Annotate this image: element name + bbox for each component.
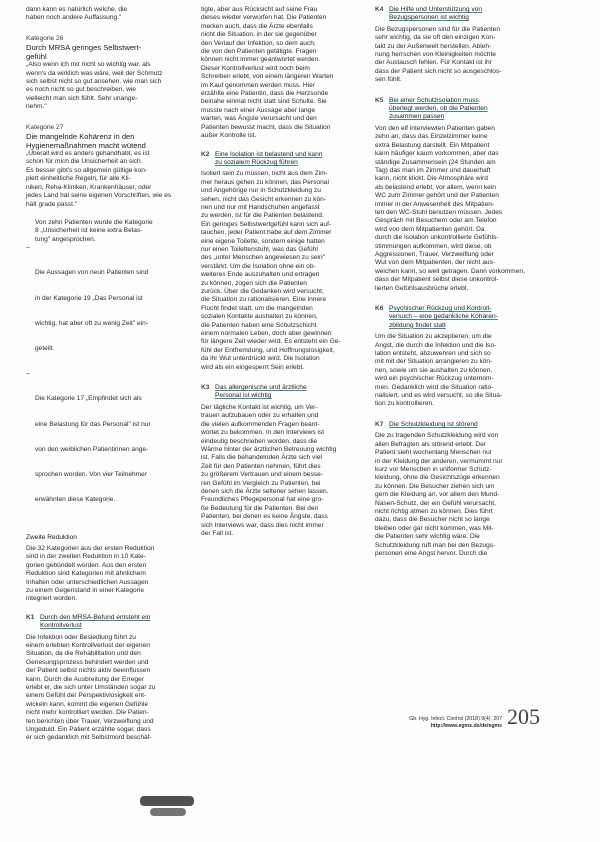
category-heading xyxy=(26,614,196,631)
text-line: dass der Mitpatient selbst diese unkontrol- xyxy=(375,276,499,284)
text-line: in der Kleidung der anderen, vermummt nur xyxy=(375,457,503,465)
category-quote xyxy=(26,61,196,111)
text-line: der Austausch fehlen. Für Kontakt ist ihr xyxy=(375,59,492,67)
text-line: wird ein psychischer Rückzug unternom- xyxy=(375,375,494,383)
text-line: Dieser Kontrollverlust wird noch beim xyxy=(201,64,310,72)
text-line: wichtig, hat aber oft zu wenig Zeit" ein- xyxy=(35,319,149,327)
text-line: erwähnten diese Kategorie. xyxy=(35,496,116,504)
text-line: lation entsteht, abzuwehren und sich so xyxy=(375,350,491,358)
text-line: wird als ein eingesperrt Sein erlebt. xyxy=(201,363,304,371)
text-line: nicht mehr kontrolliert werden. Die Patien- xyxy=(26,709,149,717)
title-line: Bezugspersonen ist wichtig xyxy=(389,14,469,22)
text-line: trauen aufzubauen oder zu erhalten und xyxy=(201,412,319,420)
text-line: Schreiben erlebt, von einem längeren Warten xyxy=(201,73,334,81)
text-line: eindeutig beschrieben worden, dass die xyxy=(201,437,318,445)
title-line: zu sozialem Rückzug führen xyxy=(215,158,298,166)
text-line: haben noch andere Auffassung." xyxy=(26,14,122,22)
text-line: sich Interviews war, dass dies nicht immer xyxy=(201,521,324,529)
text-line: wortet zu bekommen. In den Interviews ist xyxy=(201,429,325,437)
column-right xyxy=(375,0,545,558)
text-line: Die zu tragenden Schutzkleidung wird von xyxy=(375,432,499,440)
text-line: plett einheitliche Regeln, für alle Kli- xyxy=(26,175,131,183)
text-line: personen eine Angst hervor. Durch die xyxy=(375,549,488,557)
text-line: Patient sieht wochenlang Menschen nur xyxy=(375,449,492,457)
text-line: immer in der Anwesenheit des Mitpatien- xyxy=(375,200,495,208)
text-line: kann häufiger kaum vorkommen, aber das xyxy=(375,150,499,158)
text-line: nur einen Toilettenstuhl, was das Gefühl xyxy=(201,245,318,253)
text-line: Von zehn Patienten wurde die Kategorie xyxy=(35,218,153,226)
text-line: er sich gedanklich mit Selbstmord beschäf- xyxy=(26,734,152,742)
text-line: dass der Patient sich nicht so ausgeschlos- xyxy=(375,67,502,75)
text-line: kleidung, ohne die Gesichtszüge erkennen xyxy=(375,474,500,482)
text-line: der Fall ist. xyxy=(201,529,234,537)
text-line: einem erlebten Kontrollverlust der eigenen xyxy=(26,642,150,649)
text-line: Um die Situation zu akzeptieren, um die xyxy=(375,333,492,341)
text-line: für längere Zeit wieder wird. Es entsteht ein Ge- xyxy=(201,338,341,346)
text-line: nen, sowie um sie aushalten zu können, xyxy=(375,366,493,374)
text-line: es noch nicht so gut beschreiben, wie xyxy=(26,86,136,94)
text-line: zurück. Über die Gedanken wird versucht, xyxy=(201,288,324,295)
summary-paragraph xyxy=(26,219,196,522)
category-number: K1 xyxy=(26,613,35,621)
category-quote xyxy=(26,150,196,209)
title-line: Personal ist wichtig xyxy=(215,392,272,400)
text-line: sich selbst nicht so gut ansehen. wie man sich xyxy=(26,78,162,86)
text-line: im Kauf genommen werden muss. Hier xyxy=(201,81,315,89)
text-line: die Patienten haben eine Schutzschicht xyxy=(201,321,317,329)
category-27 xyxy=(26,124,196,209)
column-left xyxy=(26,0,196,743)
text-line: Inhalten oder unterschiedlichen Aussagen xyxy=(26,578,149,586)
title-line: versuch – eine gedankliche Kohären- xyxy=(389,313,498,321)
category-title xyxy=(26,132,196,150)
text-line: zu größerem Vertrauen und einem besse- xyxy=(201,471,324,479)
citation-text: Gb. Hyg. Infect. Control (2018) 9(4), 207 xyxy=(409,716,502,722)
text-line: Die Aussagen von neun Patienten sind xyxy=(35,269,149,277)
text-line: stimmungen aufkommen, wird diese, ob xyxy=(375,242,492,250)
text-line: tauchen, jeder Patient habe auf dem Zimmer xyxy=(201,229,332,237)
text-line: erlebt er, die sich unter Umständen sogar zu xyxy=(26,684,156,692)
category-number: K6 xyxy=(375,305,384,312)
text-line: der Patient selbst nichts aktiv beeinflussen xyxy=(26,667,151,675)
title-line: Das allergenische und ärztliche xyxy=(215,384,307,392)
text-line: verstärkt. Um die Isolation ohne ein ob- xyxy=(201,262,316,270)
text-line: Reduktion sind Kategorien mit ähnlichem xyxy=(26,570,146,578)
text-line: Zeit für den Patienten nehmen, führt dies xyxy=(201,462,321,470)
text-line: Situation, da die Rehabilitation und den xyxy=(26,650,141,658)
text-line: nicht richtig atmen zu können. Dies führt xyxy=(375,507,493,515)
category-heading xyxy=(375,305,545,330)
text-line: nehm." xyxy=(26,103,47,111)
title-line: Eine Isolation ist belastend und kann xyxy=(215,150,323,158)
category-number: K3 xyxy=(201,384,210,392)
text-line: geteilt. xyxy=(35,345,55,352)
text-line: die vielen aufkommenden Fragen beant- xyxy=(201,420,320,428)
text-line: einem normalen Leben, doch aber gewinnen xyxy=(201,330,332,338)
continued-text xyxy=(201,6,369,141)
text-line: durch die Isolation unkontrollierte Gefühls- xyxy=(375,234,499,242)
text-line: dann kann es natürlich welche, die xyxy=(26,6,128,13)
category-k7 xyxy=(375,421,545,559)
text-line: kann. Durch die Ausbreitung der Erreger xyxy=(26,675,145,683)
text-line: Ein geringes Selbstwertgefühl kann sich auf- xyxy=(201,220,332,228)
category-heading xyxy=(375,6,545,23)
text-line: gorien gebündelt worden. Aus den ersten xyxy=(26,561,147,569)
text-line: weichen kann, so weit getragen. Dann vorkommen, xyxy=(375,267,525,275)
text-line: des „unter Menschen angewiesen zu sein" xyxy=(201,254,326,262)
category-label: Kategorie 27 xyxy=(26,123,64,131)
text-line: warten, was Ängste verursacht und den xyxy=(201,115,317,123)
text-line: Die Kategorie 17 „Empfindet sich als xyxy=(35,395,142,403)
list-item: – Die Aussagen von neun Patienten sind in der Kategorie 19 „Das Personal ist wichtig, hat aber oft zu wenig Zeit" ein- geteilt. xyxy=(26,244,196,370)
text-line: Freundliches Pflegepersonal hat eine gro- xyxy=(201,496,324,504)
text-line: nicht die Situation, in der sie gegenüber xyxy=(201,31,317,39)
text-line: extra Belastung darstellt. Ein Mitpatient xyxy=(375,141,490,149)
text-line: ten den WC-Stuhl benutzen müssen. Jedes xyxy=(375,208,503,216)
category-number: K7 xyxy=(375,420,384,428)
text-line: wenn's da wirklich was wäre, weil der Schmutz xyxy=(26,69,163,77)
text-line: Gespräch mit Besuchern oder am Telefon xyxy=(375,217,497,225)
citation-url[interactable]: http://www.egms.de/de/egms xyxy=(430,723,502,729)
text-line: einem Gefühl der Perspektivlosigkeit ent- xyxy=(26,692,147,700)
category-k6 xyxy=(375,305,545,409)
column-middle xyxy=(201,0,369,538)
text-line: wird von dem Mitpatienten gehört. Da xyxy=(375,225,485,233)
section-heading: Zweite Reduktion xyxy=(26,533,77,541)
title-line: Kontrollverlust xyxy=(40,622,82,630)
text-line: Wut von dem Mitpatienten, der nicht aus- xyxy=(375,259,496,267)
text-line: eine Belastung für das Personal" ist nur xyxy=(35,420,151,428)
text-line: den Verlauf der Infektion, so dem auch, xyxy=(201,39,316,47)
category-heading xyxy=(201,151,369,168)
text-line: Von den elf interviewten Patienten gaben xyxy=(375,124,495,132)
title-line: Durch den MRSA-Befund entsteht ein xyxy=(40,613,151,621)
category-heading xyxy=(201,384,369,401)
text-line: „Also wenn ich mir nicht so wichtig war, als xyxy=(26,61,151,69)
category-k5 xyxy=(375,97,545,293)
text-line: merken auch, dass die Ärzte ebenfalls xyxy=(201,22,313,30)
scan-artifact xyxy=(140,796,194,806)
text-line: wickeln kann, kommt die eigenen Gefühle xyxy=(26,700,149,708)
text-line: da ihr Wut unterdrückt wird. Die Isolation xyxy=(201,355,320,363)
category-26 xyxy=(26,35,196,112)
text-line: Flucht findet statt, um die mangelnden xyxy=(201,304,313,312)
text-line: in der Kategorie 19 „Das Personal ist xyxy=(35,294,143,302)
text-line: tion zu kontrollieren. xyxy=(375,400,435,408)
text-line: Es besser gibt's so allgemein gültige kon- xyxy=(26,166,148,174)
text-line: weiteres Ende auszuhalten und ertragen xyxy=(201,271,320,279)
text-line: denen sich die Ärzte seltener sehen lassen. xyxy=(201,487,329,495)
text-line: Schutzkleidung ruft man bei den Bezugs- xyxy=(375,541,496,549)
title-line: Die mangelnde Kohärenz in den xyxy=(26,132,135,142)
category-title xyxy=(26,43,196,61)
text-line: Der tägliche Kontakt ist wichtig, um Ver- xyxy=(201,403,318,411)
text-line: ständige Zusammensein (24 Stunden am xyxy=(375,158,496,166)
text-line: ren Gefühl im Vergleich zu Patienten, bei xyxy=(201,479,321,487)
text-line: Tag) das man im Zimmer und dauerhaft xyxy=(375,166,491,174)
text-line: sind in der zweiten Reduktion in 10 Kate- xyxy=(26,553,146,561)
category-k1 xyxy=(26,614,196,743)
text-line: die Patienten sehr wichtig wäre. Die xyxy=(375,533,480,541)
bullet-list xyxy=(26,244,196,521)
category-k2 xyxy=(201,151,369,373)
list-item: – Die Kategorie 17 „Empfindet sich als eine Belastung für das Personal" ist nur von den weiblichen Patientinnen ange- sprochen worden. Von vier Teilnehmer erwähnten diese Kategorie. xyxy=(26,370,196,521)
page-number: 205 xyxy=(507,704,540,729)
title-line: Durch MRSA geringes Selbstwert- xyxy=(26,43,142,53)
text-line: Patienten bewusst macht, dass die Situation xyxy=(201,123,331,131)
title-line: Bei einer Schutzisolation muss xyxy=(389,96,479,104)
text-line: mit mit der Situation arrangieren zu kön- xyxy=(375,358,493,366)
text-line: jedes Land hat seine eigenen Vorschriften, wie es xyxy=(26,192,172,200)
title-line: Die Schutzkleidung ist störend xyxy=(389,420,478,428)
text-line: Isoliert sein zu müssen, nicht aus dem Zim- xyxy=(201,170,328,178)
title-line: Psychischer Rückzug und Kontroll- xyxy=(389,305,492,312)
category-number: K2 xyxy=(201,150,210,158)
text-line: men. Gedanklich wird die Situation ratio- xyxy=(375,383,494,391)
title-line: gefühl xyxy=(26,52,47,62)
text-line: allen Befragten als störend erlebt. Der xyxy=(375,440,487,448)
text-line: gern die Kleidung an, vor allem den Mund- xyxy=(375,491,500,499)
text-line: zehn an, dass das Einzelzimmer keine xyxy=(375,133,488,141)
text-line: sehen, nicht das Gesicht erkennen zu kön- xyxy=(201,195,326,203)
text-line: kurz vor Menschen in uniformer Schutz- xyxy=(375,465,492,473)
text-line: schon für mich die Unsicherheit an sich. xyxy=(26,158,143,166)
text-line: zu einem Gegenstand in einer Kategorie xyxy=(26,586,145,594)
text-line: außer Kontrolle ist. xyxy=(201,132,257,140)
text-line: dazu, dass die Besucher nicht so lange xyxy=(375,516,490,524)
text-line: zu können, zogen sich die Patienten xyxy=(201,279,307,287)
text-line: kann, nicht klickt. Die Atmosphäre wird xyxy=(375,175,488,183)
category-heading xyxy=(375,421,545,429)
text-line: nung herrschen von Kleinigkeiten möchte xyxy=(375,51,496,59)
text-line: die von den Patienten getätigte. Fragen xyxy=(201,48,317,56)
text-line: hält grade passt." xyxy=(26,200,78,208)
text-line: nalisiert, und es wird versucht, so die Situa- xyxy=(375,392,503,400)
text-line: zu werden, ist für die Patienten belastend. xyxy=(201,212,324,220)
text-line: Die 32 Kategorien aus der ersten Reduktion xyxy=(26,544,155,552)
title-line: überlegt werden, ob die Patienten xyxy=(389,105,488,113)
text-line: sen fühlt. xyxy=(375,76,402,84)
text-line: erzählte eine Patientin, dass die Herzsonde xyxy=(201,90,329,98)
text-line: Nasen-Schutz, der ein Gefühl verursacht, xyxy=(375,499,496,507)
text-line: zu können. Die Besucher ziehen sich um xyxy=(375,482,495,490)
text-line: vielleicht man sich fühlt. Sehr unange- xyxy=(26,94,138,102)
text-line: beinahe einmal nicht statt sind Schulte. Sie xyxy=(201,98,327,106)
category-number: K5 xyxy=(375,96,384,104)
text-line: bleiben oder gar nicht kommen, was Mit- xyxy=(375,524,494,532)
text-line: tigte, aber aus Rücksicht auf seine Frau xyxy=(201,6,318,13)
text-line: niken, Reha-Kliniken, Krankenhäuser, oder xyxy=(26,183,152,191)
scan-artifact xyxy=(150,808,186,816)
text-line: fühl der Entfremdung, und Hoffnungslosigkeit, xyxy=(201,346,335,354)
text-line: als belastend erlebt, vor allem, wenn kein xyxy=(375,183,496,191)
text-line: können nicht immer geantwortet werden. xyxy=(201,56,321,64)
section-reduktion xyxy=(26,534,196,604)
text-line: sehr wichtig, da sie oft den einzigen Kon- xyxy=(375,34,496,42)
text-line: Ungeduld. Ein Patient erzählte sogar, dass xyxy=(26,726,151,734)
text-line: dieses wieder verworfen hat. Die Patienten xyxy=(201,14,327,22)
category-label: Kategorie 26 xyxy=(26,34,64,42)
text-line: lierten Gefühlsausbrüche erlebt. xyxy=(375,284,469,292)
category-number: K4 xyxy=(375,6,384,13)
text-line: Wärme hinter der ärztlichen Betreuung wichtig xyxy=(201,445,337,453)
text-line: musste nach einer Aussage aber lange xyxy=(201,106,315,114)
text-line: ist. Falls die behandelnden Ärzte sich viel xyxy=(201,454,322,462)
text-line: und Angehörige nur in Schutzkleidung zu xyxy=(201,187,321,195)
text-line: Die Bezugspersonen sind für die Patienten xyxy=(375,25,500,33)
title-line: Hygienemaßnahmen macht wütend xyxy=(26,141,146,151)
category-k4 xyxy=(375,6,545,85)
journal-citation-footer xyxy=(300,716,502,730)
text-line: sozialen Kontakte aushalten zu können, xyxy=(201,313,318,321)
title-line: Die Hilfe und Unterstützung von xyxy=(389,6,483,13)
category-heading xyxy=(375,97,545,122)
intro-text xyxy=(26,6,196,23)
text-line: WC zum Zimmer gehört und der Patienten xyxy=(375,192,499,200)
text-line: von den weiblichen Patientinnen ange- xyxy=(35,445,149,453)
text-line: ten berichten über Trauer, Verzweiflung und xyxy=(26,717,154,725)
text-line: Angst, die durch die Infektion und die Iso- xyxy=(375,341,497,349)
text-line: 8 „Unsicherheit ist keine extra Belas- xyxy=(35,227,143,235)
text-line: Die Infektion oder Besiedlung führt zu xyxy=(26,633,136,641)
text-line: mer heraus gehen zu können, das Personal xyxy=(201,178,329,186)
text-line: tung" angesprochen. xyxy=(35,235,96,243)
text-line: nen und nur mit Handschuhen angefasst xyxy=(201,203,320,211)
text-line: integriert worden. xyxy=(26,595,77,603)
text-line: takt zu der Außenwelt herstellen. Ableh- xyxy=(375,42,492,50)
text-line: Aggressionen, Trauer, Verzweiflung oder xyxy=(375,250,494,258)
category-k3 xyxy=(201,384,369,538)
text-line: die Situation zu rationalisieren. Eine innere xyxy=(201,296,326,304)
text-line: Genesungsprozess behindert werden und xyxy=(26,658,149,666)
text-line: „Überall wird es anders gehandhabt, es ist xyxy=(26,150,150,158)
title-line: zusammen passen xyxy=(389,113,445,121)
text-line: ße Bedeutung für die Patienten. Bei den xyxy=(201,504,319,512)
title-line: zbildung findet statt xyxy=(389,321,446,329)
text-line: eine eigene Toilette, sondern einige hatten xyxy=(201,237,325,245)
text-line: sprochen worden. Von vier Teilnehmer xyxy=(35,471,148,479)
text-line: Patienten, bei denen es keine Ängste, dass xyxy=(201,513,328,521)
